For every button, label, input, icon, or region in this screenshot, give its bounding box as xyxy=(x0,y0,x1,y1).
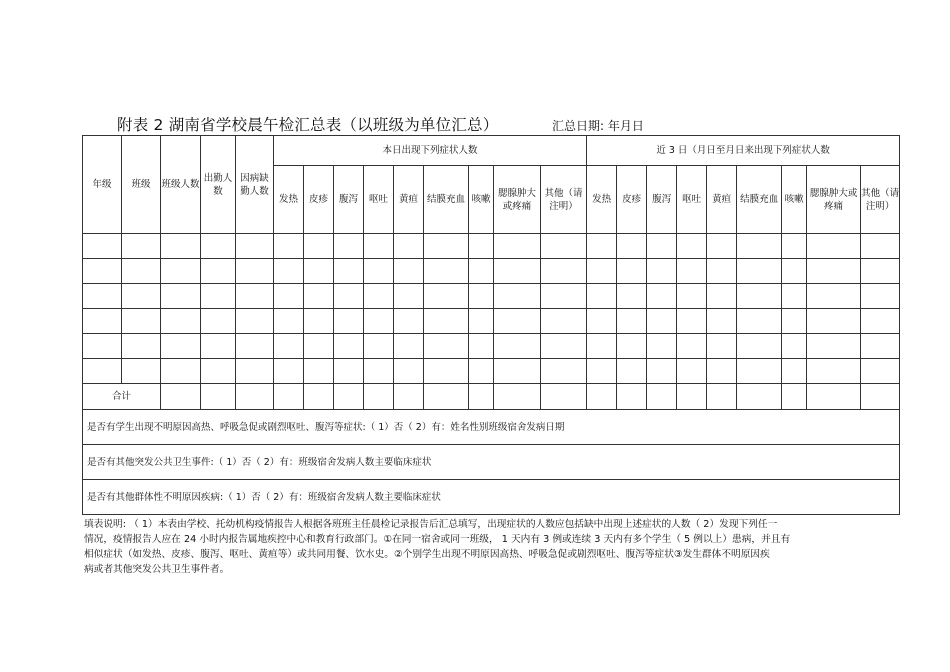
table-cell[interactable] xyxy=(334,259,364,284)
table-cell[interactable] xyxy=(394,384,424,410)
table-cell[interactable] xyxy=(334,359,364,384)
question-row xyxy=(83,480,900,515)
question-text: 是否有其他群体性不明原因疾病:（ 1）否（ 2）有：班级宿舍发病人数主要临床症状 xyxy=(83,480,900,515)
table-cell[interactable] xyxy=(707,384,737,410)
table-cell[interactable] xyxy=(587,384,617,410)
table-cell[interactable] xyxy=(807,234,861,259)
table-cell[interactable] xyxy=(236,334,274,359)
table-row xyxy=(83,334,900,359)
table-cell[interactable] xyxy=(304,234,334,259)
header-today-group: 本日出现下列症状人数 xyxy=(274,136,587,166)
table-cell[interactable] xyxy=(647,384,677,410)
table-row xyxy=(83,259,900,284)
table-cell[interactable] xyxy=(494,234,541,259)
table-cell[interactable] xyxy=(83,309,122,334)
table-cell[interactable] xyxy=(364,259,394,284)
table-cell[interactable] xyxy=(274,284,304,309)
table-cell[interactable] xyxy=(424,284,469,309)
page-title: 附表 2 湖南省学校晨午检汇总表（以班级为单位汇总） xyxy=(117,116,499,134)
table-cell[interactable] xyxy=(424,309,469,334)
table-cell[interactable] xyxy=(494,284,541,309)
question-text: 是否有学生出现不明原因高热、呼吸急促或剧烈呕吐、腹泻等症状:（ 1）否（ 2）有：姓名性别班级宿舍发病日期 xyxy=(83,410,900,445)
table-cell[interactable] xyxy=(274,334,304,359)
header-grade: 年级 xyxy=(83,136,122,234)
table-cell[interactable] xyxy=(737,384,782,410)
table-cell[interactable] xyxy=(236,309,274,334)
table-cell[interactable] xyxy=(617,284,647,309)
table-cell[interactable] xyxy=(737,359,782,384)
table-cell[interactable] xyxy=(647,359,677,384)
table-cell[interactable] xyxy=(617,359,647,384)
table-cell[interactable] xyxy=(274,309,304,334)
table-cell[interactable] xyxy=(469,384,494,410)
table-cell[interactable] xyxy=(469,334,494,359)
table-cell[interactable] xyxy=(707,334,737,359)
note-line: 病或者其他突发公共卫生事件者。 xyxy=(84,564,230,575)
table-cell[interactable] xyxy=(677,259,707,284)
table-cell[interactable] xyxy=(424,359,469,384)
table-cell[interactable] xyxy=(161,359,201,384)
table-cell[interactable] xyxy=(83,334,122,359)
table-cell[interactable] xyxy=(677,309,707,334)
table-cell[interactable] xyxy=(494,384,541,410)
table-cell[interactable] xyxy=(737,309,782,334)
table-cell[interactable] xyxy=(807,284,861,309)
summary-date: 汇总日期: 年月日 xyxy=(552,119,644,133)
table-cell[interactable] xyxy=(541,309,587,334)
table-cell[interactable] xyxy=(782,259,807,284)
table-cell[interactable] xyxy=(782,334,807,359)
table-cell[interactable] xyxy=(647,259,677,284)
table-cell[interactable] xyxy=(617,234,647,259)
table-cell[interactable] xyxy=(201,359,236,384)
table-cell[interactable] xyxy=(236,234,274,259)
table-cell[interactable] xyxy=(782,359,807,384)
table-cell[interactable] xyxy=(861,334,900,359)
table-cell[interactable] xyxy=(541,234,587,259)
today-symptom-header: 发热 xyxy=(274,166,304,234)
table-cell[interactable] xyxy=(334,309,364,334)
table-cell[interactable] xyxy=(469,359,494,384)
table-cell[interactable] xyxy=(647,284,677,309)
table-cell[interactable] xyxy=(201,334,236,359)
table-cell[interactable] xyxy=(161,309,201,334)
table-cell[interactable] xyxy=(83,284,122,309)
table-cell[interactable] xyxy=(707,359,737,384)
table-cell[interactable] xyxy=(274,234,304,259)
recent-symptom-header: 皮疹 xyxy=(617,166,647,234)
summary-table xyxy=(82,135,900,515)
table-cell[interactable] xyxy=(161,384,201,410)
table-cell[interactable] xyxy=(617,259,647,284)
table-cell[interactable] xyxy=(334,334,364,359)
table-cell[interactable] xyxy=(274,359,304,384)
recent-symptom-header: 腮腺肿大或疼痛 xyxy=(807,166,861,234)
table-row xyxy=(83,309,900,334)
table-cell[interactable] xyxy=(541,259,587,284)
table-cell[interactable] xyxy=(394,234,424,259)
table-cell[interactable] xyxy=(304,259,334,284)
table-cell[interactable] xyxy=(807,259,861,284)
table-cell[interactable] xyxy=(201,309,236,334)
table-cell[interactable] xyxy=(83,234,122,259)
table-cell[interactable] xyxy=(737,334,782,359)
table-cell[interactable] xyxy=(364,384,394,410)
table-cell[interactable] xyxy=(587,359,617,384)
table-cell[interactable] xyxy=(201,234,236,259)
table-cell[interactable] xyxy=(494,309,541,334)
table-cell[interactable] xyxy=(304,334,334,359)
question-row xyxy=(83,445,900,480)
table-cell[interactable] xyxy=(394,309,424,334)
fill-instructions xyxy=(84,517,888,577)
table-cell[interactable] xyxy=(304,384,334,410)
table-cell[interactable] xyxy=(861,384,900,410)
table-cell[interactable] xyxy=(122,284,161,309)
table-cell[interactable] xyxy=(122,334,161,359)
table-cell[interactable] xyxy=(304,359,334,384)
table-cell[interactable] xyxy=(236,359,274,384)
table-cell[interactable] xyxy=(494,259,541,284)
header-absent-illness: 因病缺勤人数 xyxy=(236,136,274,234)
table-cell[interactable] xyxy=(83,259,122,284)
recent-symptom-header: 其他（请注明） xyxy=(861,166,900,234)
table-row xyxy=(83,284,900,309)
table-cell[interactable] xyxy=(201,384,236,410)
table-cell[interactable] xyxy=(782,309,807,334)
table-cell[interactable] xyxy=(274,259,304,284)
table-cell[interactable] xyxy=(737,259,782,284)
table-cell[interactable] xyxy=(469,259,494,284)
today-symptom-header: 黄疸 xyxy=(394,166,424,234)
table-cell[interactable] xyxy=(861,234,900,259)
table-cell[interactable] xyxy=(782,384,807,410)
today-symptom-header: 咳嗽 xyxy=(469,166,494,234)
table-cell[interactable] xyxy=(737,284,782,309)
table-cell[interactable] xyxy=(677,384,707,410)
table-cell[interactable] xyxy=(201,284,236,309)
table-cell[interactable] xyxy=(304,309,334,334)
table-cell[interactable] xyxy=(424,259,469,284)
table-cell[interactable] xyxy=(201,259,236,284)
table-cell[interactable] xyxy=(469,234,494,259)
table-cell[interactable] xyxy=(122,309,161,334)
table-cell[interactable] xyxy=(677,284,707,309)
question-row xyxy=(83,410,900,445)
table-cell[interactable] xyxy=(161,284,201,309)
table-cell[interactable] xyxy=(677,234,707,259)
table-cell[interactable] xyxy=(587,284,617,309)
table-cell[interactable] xyxy=(394,359,424,384)
note-line: 填表说明: （ 1）本表由学校、托幼机构疫情报告人根据各班班主任晨检记录报告后汇总填写，出现症状的人数应包括缺中出现上述症状的人数（ 2）发现下列任一 xyxy=(84,519,778,530)
table-cell[interactable] xyxy=(647,334,677,359)
table-cell[interactable] xyxy=(782,234,807,259)
recent-symptom-header: 咳嗽 xyxy=(782,166,807,234)
table-cell[interactable] xyxy=(424,334,469,359)
table-cell[interactable] xyxy=(334,234,364,259)
table-cell[interactable] xyxy=(587,234,617,259)
table-cell[interactable] xyxy=(364,234,394,259)
table-cell[interactable] xyxy=(647,309,677,334)
table-cell[interactable] xyxy=(304,284,334,309)
table-cell[interactable] xyxy=(587,334,617,359)
table-cell[interactable] xyxy=(587,309,617,334)
table-cell[interactable] xyxy=(807,384,861,410)
recent-symptom-header: 黄疸 xyxy=(707,166,737,234)
table-cell[interactable] xyxy=(807,309,861,334)
table-cell[interactable] xyxy=(737,234,782,259)
table-cell[interactable] xyxy=(161,259,201,284)
table-cell[interactable] xyxy=(469,284,494,309)
table-cell[interactable] xyxy=(122,234,161,259)
table-row xyxy=(83,234,900,259)
table-cell[interactable] xyxy=(122,359,161,384)
today-symptom-header: 结膜充血 xyxy=(424,166,469,234)
table-cell[interactable] xyxy=(587,259,617,284)
recent-symptom-header: 发热 xyxy=(587,166,617,234)
question-text: 是否有其他突发公共卫生事件:（ 1）否（ 2）有：班级宿舍发病人数主要临床症状 xyxy=(83,445,900,480)
table-cell[interactable] xyxy=(364,334,394,359)
header-attendance: 出勤人数 xyxy=(201,136,236,234)
table-cell[interactable] xyxy=(617,334,647,359)
total-label: 合计 xyxy=(83,384,161,410)
table-cell[interactable] xyxy=(861,359,900,384)
table-cell[interactable] xyxy=(807,359,861,384)
total-row xyxy=(83,384,900,410)
table-cell[interactable] xyxy=(83,359,122,384)
table-cell[interactable] xyxy=(161,234,201,259)
table-cell[interactable] xyxy=(782,284,807,309)
table-cell[interactable] xyxy=(236,259,274,284)
table-cell[interactable] xyxy=(394,334,424,359)
table-cell[interactable] xyxy=(707,309,737,334)
table-cell[interactable] xyxy=(161,334,201,359)
table-cell[interactable] xyxy=(334,284,364,309)
table-cell[interactable] xyxy=(364,284,394,309)
table-cell[interactable] xyxy=(394,259,424,284)
header-class-count: 班级人数 xyxy=(161,136,201,234)
table-cell[interactable] xyxy=(122,259,161,284)
table-cell[interactable] xyxy=(236,284,274,309)
table-cell[interactable] xyxy=(424,234,469,259)
table-cell[interactable] xyxy=(707,259,737,284)
today-symptom-header: 其他（请注明） xyxy=(541,166,587,234)
table-row xyxy=(83,359,900,384)
table-cell[interactable] xyxy=(541,284,587,309)
recent-symptom-header: 腹泻 xyxy=(647,166,677,234)
today-symptom-header: 皮疹 xyxy=(304,166,334,234)
table-cell[interactable] xyxy=(647,234,677,259)
table-cell[interactable] xyxy=(541,334,587,359)
table-cell[interactable] xyxy=(364,309,394,334)
note-line: 相似症状（如发热、皮疹、腹泻、呕吐、黄疸等）或共同用餐、饮水史。②个别学生出现不明原因高热、呼吸急促或剧烈呕吐、腹泻等症状③发生群体不明原因疾 xyxy=(84,549,770,560)
table-cell[interactable] xyxy=(334,384,364,410)
table-cell[interactable] xyxy=(494,334,541,359)
table-cell[interactable] xyxy=(677,359,707,384)
table-cell[interactable] xyxy=(236,384,274,410)
table-cell[interactable] xyxy=(274,384,304,410)
table-cell[interactable] xyxy=(494,359,541,384)
table-cell[interactable] xyxy=(861,309,900,334)
table-cell[interactable] xyxy=(541,359,587,384)
recent-symptom-header: 结膜充血 xyxy=(737,166,782,234)
today-symptom-header: 呕吐 xyxy=(364,166,394,234)
today-symptom-header: 腹泻 xyxy=(334,166,364,234)
table-cell[interactable] xyxy=(364,359,394,384)
table-cell[interactable] xyxy=(707,284,737,309)
recent-symptom-header: 呕吐 xyxy=(677,166,707,234)
note-line: 情况，疫情报告人应在 24 小时内报告属地疾控中心和教育行政部门。①在同一宿舍或同一班级， 1 天内有 3 例或连续 3 天内有多个学生（ 5 例以上）患病，并且有 xyxy=(84,534,791,545)
header-class: 班级 xyxy=(122,136,161,234)
table-cell[interactable] xyxy=(861,284,900,309)
table-cell[interactable] xyxy=(677,334,707,359)
table-cell[interactable] xyxy=(424,384,469,410)
table-cell[interactable] xyxy=(807,334,861,359)
table-cell[interactable] xyxy=(617,384,647,410)
table-cell[interactable] xyxy=(394,284,424,309)
table-cell[interactable] xyxy=(469,309,494,334)
table-cell[interactable] xyxy=(617,309,647,334)
header-recent-group: 近 3 日（月日至月日来出现下列症状人数 xyxy=(587,136,900,166)
today-symptom-header: 腮腺肿大或疼痛 xyxy=(494,166,541,234)
table-cell[interactable] xyxy=(861,259,900,284)
table-cell[interactable] xyxy=(541,384,587,410)
table-cell[interactable] xyxy=(707,234,737,259)
